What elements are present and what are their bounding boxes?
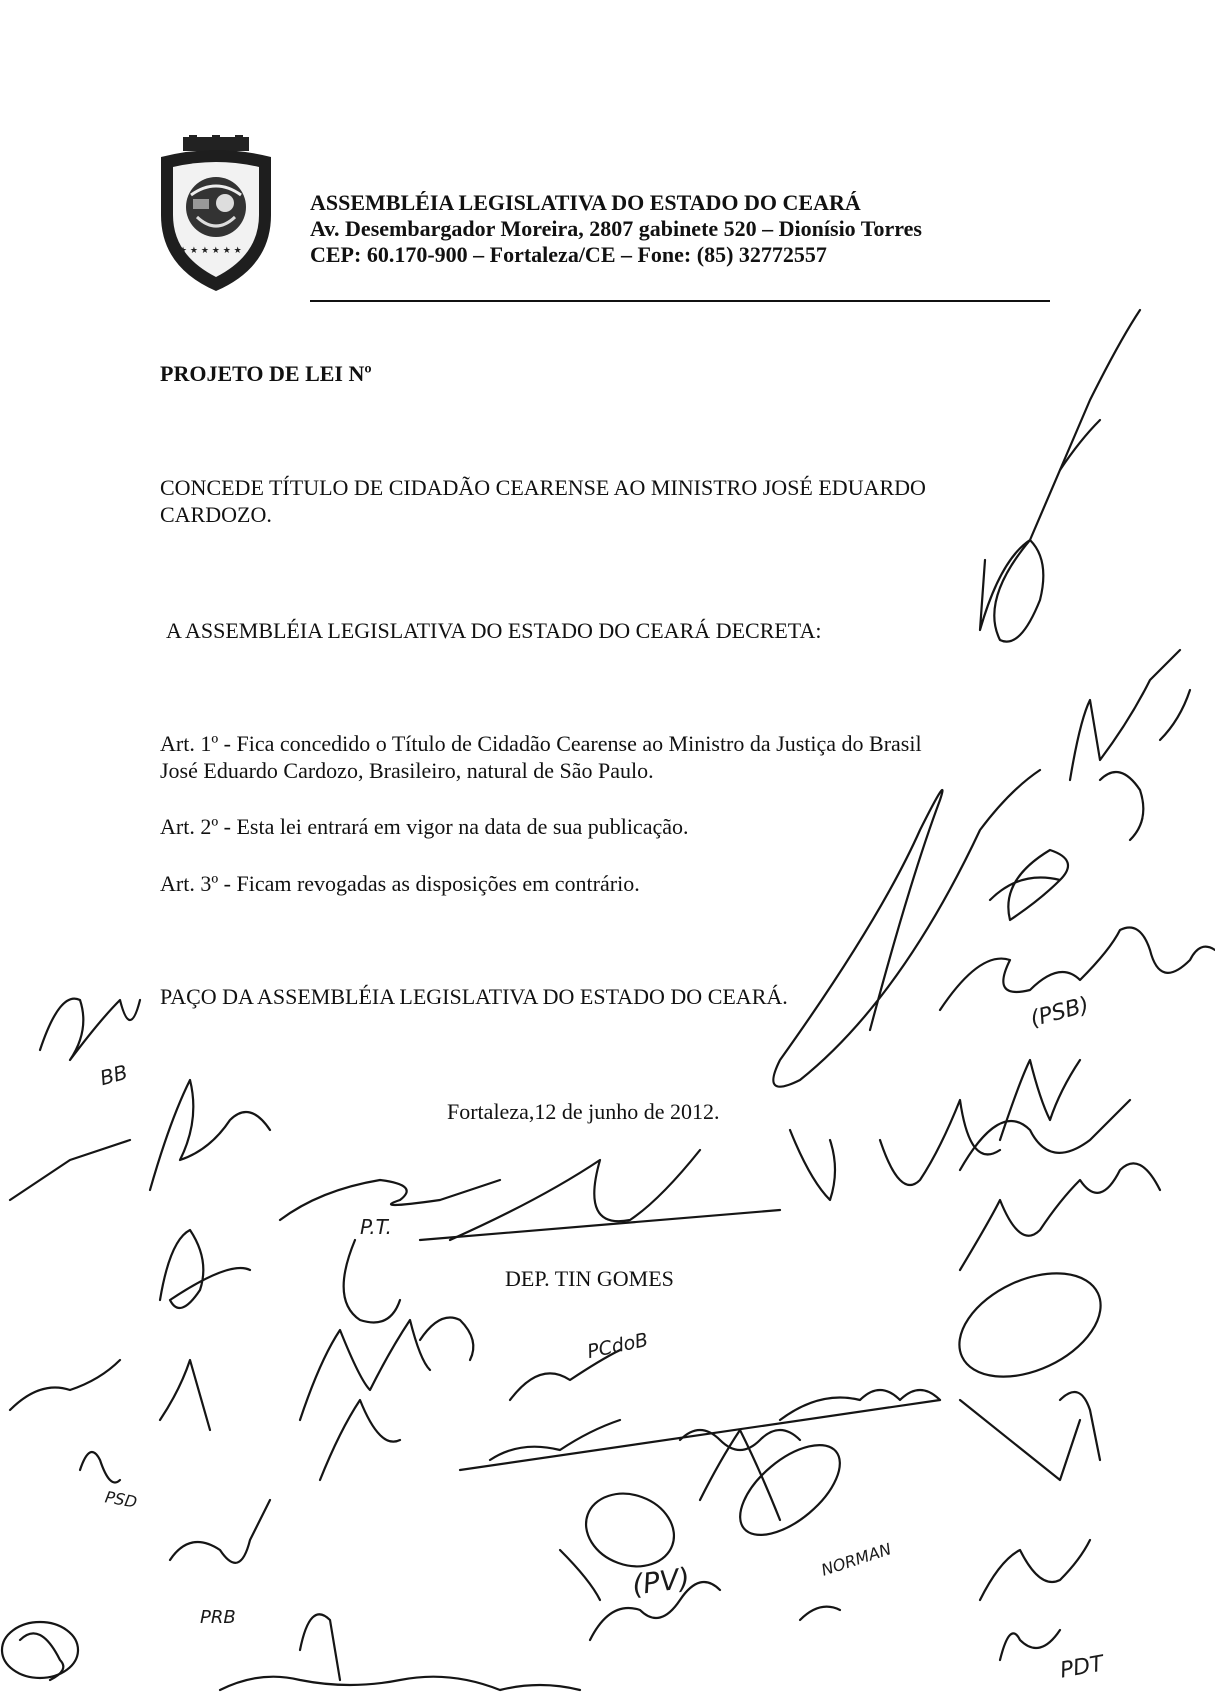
signatory-name: DEP. TIN GOMES [505, 1266, 674, 1291]
decree-statement: A ASSEMBLÉIA LEGISLATIVA DO ESTADO DO CEARÁ DECRETA: [166, 618, 822, 643]
letterhead-address: Av. Desembargador Moreira, 2807 gabinete 520 – Dionísio Torres [310, 216, 922, 241]
closing-paco: PAÇO DA ASSEMBLÉIA LEGISLATIVA DO ESTADO DO CEARÁ. [160, 984, 788, 1009]
header-divider [310, 300, 1050, 302]
handwritten-psd: PSD [103, 1487, 139, 1512]
handwritten-norman: NORMAN [818, 1539, 894, 1580]
letterhead-institution: ASSEMBLÉIA LEGISLATIVA DO ESTADO DO CEARÁ [310, 190, 861, 215]
handwritten-pcdob: PCdoB [585, 1328, 651, 1364]
letterhead [310, 190, 922, 268]
handwritten-pv: (PV) [629, 1561, 692, 1602]
ceara-coat-of-arms-icon [155, 135, 277, 293]
article-1-line-1: Art. 1º - Fica concedido o Título de Cidadão Cearense ao Ministro da Justiça do Brasil [160, 731, 922, 756]
handwritten-prb: PRB [200, 1607, 236, 1628]
handwritten-pdt: PDT [1058, 1651, 1106, 1684]
article-1-line-2: José Eduardo Cardozo, Brasileiro, natural de São Paulo. [160, 758, 654, 783]
handwritten-psb: (PSB) [1027, 992, 1092, 1033]
closing-date: Fortaleza,12 de junho de 2012. [447, 1099, 720, 1124]
article-3: Art. 3º - Ficam revogadas as disposições em contrário. [160, 871, 640, 896]
letterhead-contact: CEP: 60.170-900 – Fortaleza/CE – Fone: (85) 32772557 [310, 242, 827, 267]
bill-title: PROJETO DE LEI Nº [160, 361, 372, 386]
handwritten-bb: BB [97, 1059, 131, 1091]
handwritten-pt: P.T. [360, 1215, 392, 1239]
svg-text:★ ★ ★ ★ ★ ★: ★ ★ ★ ★ ★ ★ [179, 246, 242, 256]
bill-summary-line-1: CONCEDE TÍTULO DE CIDADÃO CEARENSE AO MINISTRO JOSÉ EDUARDO [160, 475, 926, 500]
bill-summary-line-2: CARDOZO. [160, 502, 272, 527]
article-2: Art. 2º - Esta lei entrará em vigor na data de sua publicação. [160, 814, 689, 839]
